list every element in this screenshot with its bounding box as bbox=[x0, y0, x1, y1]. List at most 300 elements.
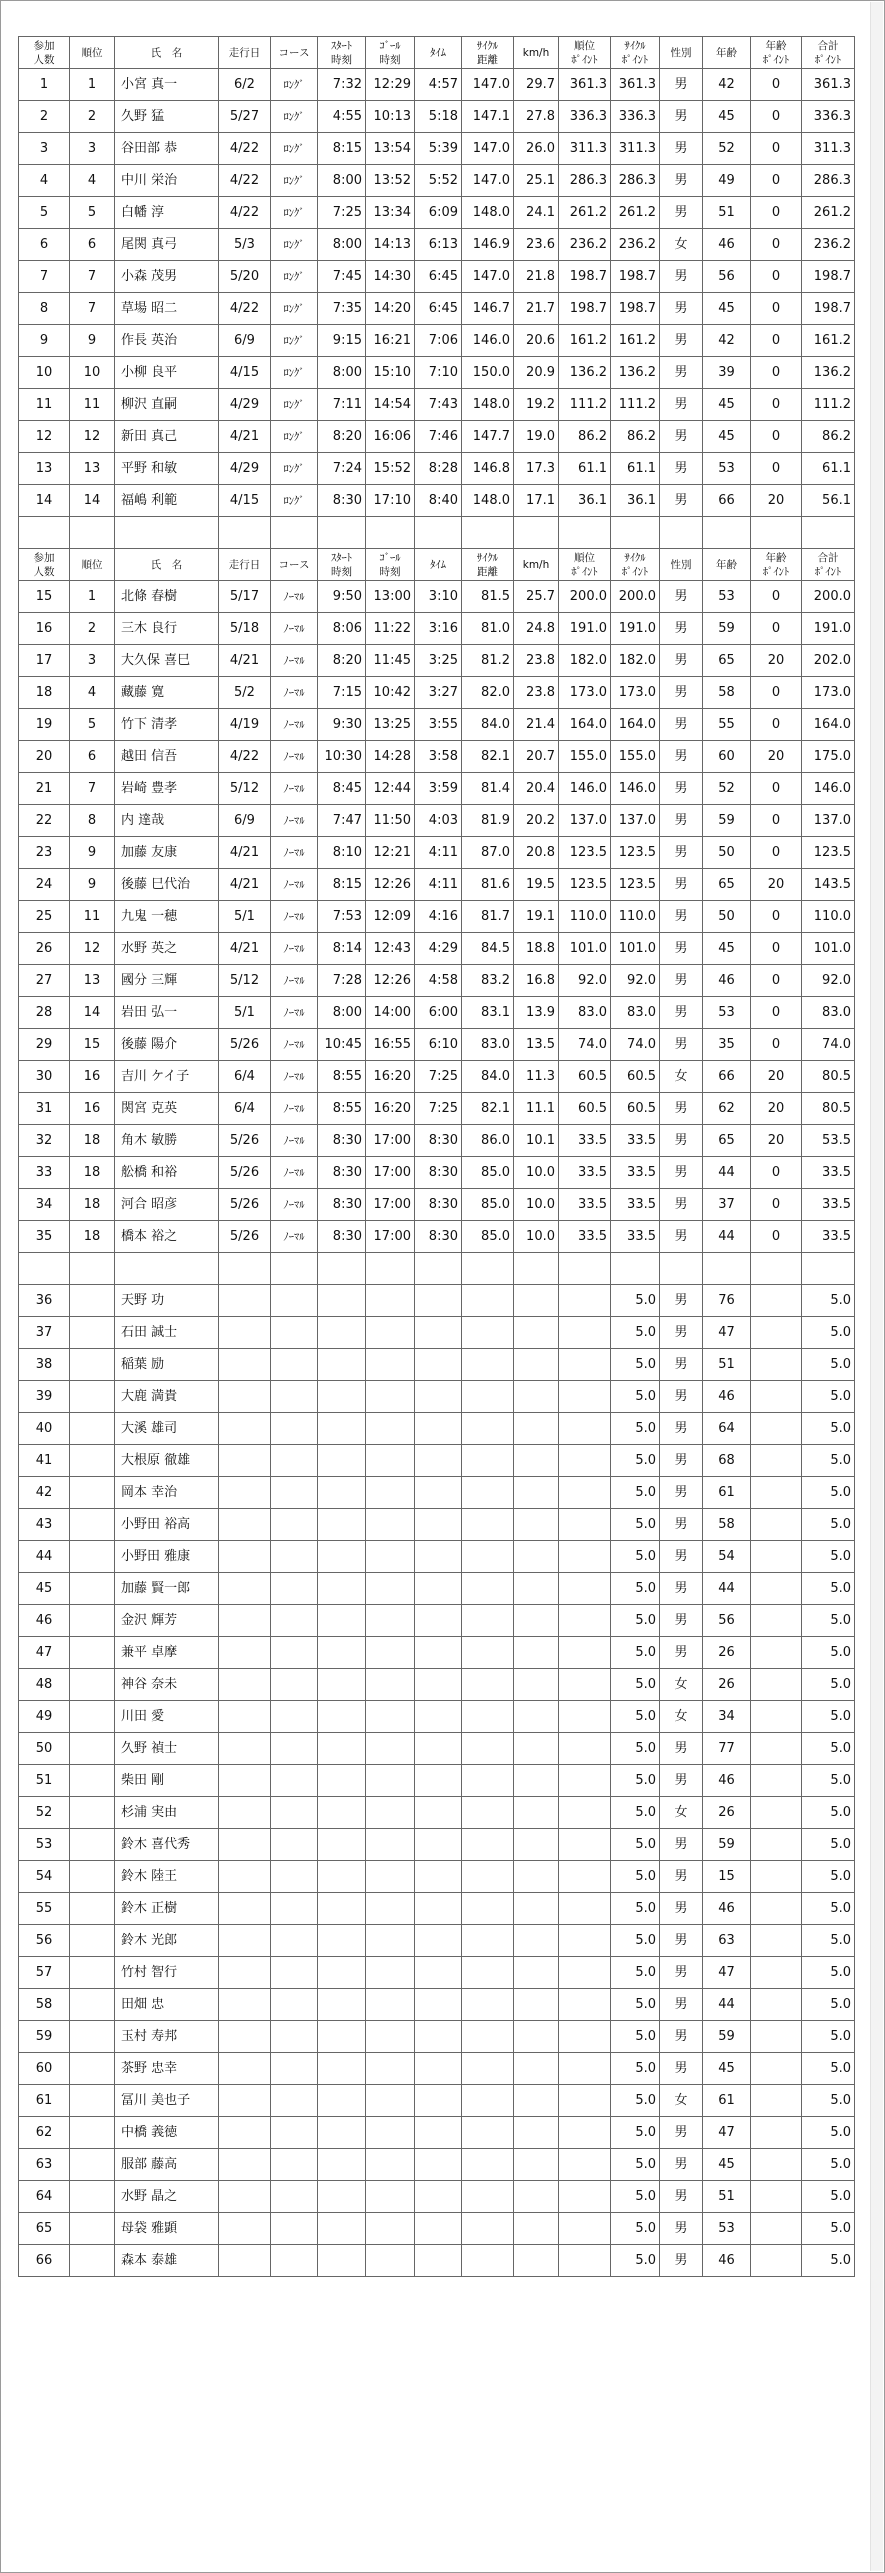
table-cell: 16:20 bbox=[366, 1061, 415, 1093]
column-header: 年齢 ﾎﾟｲﾝﾄ bbox=[751, 549, 802, 581]
table-cell: 4/22 bbox=[219, 133, 271, 165]
table-cell: 27.8 bbox=[514, 101, 559, 133]
table-cell: 5.0 bbox=[802, 1733, 855, 1765]
table-row bbox=[19, 1989, 855, 2021]
table-cell: 5.0 bbox=[611, 1925, 660, 1957]
table-cell: 286.3 bbox=[611, 165, 660, 197]
table-cell: 20 bbox=[751, 869, 802, 901]
table-cell: 3:27 bbox=[415, 677, 462, 709]
table-cell: 56 bbox=[19, 1925, 70, 1957]
table-cell: 9 bbox=[70, 869, 115, 901]
table-cell: 33.5 bbox=[611, 1157, 660, 1189]
table-cell: 天野 功 bbox=[115, 1285, 219, 1317]
table-cell: ﾛﾝｸﾞ bbox=[271, 133, 318, 165]
table-cell: 51 bbox=[703, 2181, 751, 2213]
table-row bbox=[19, 1797, 855, 1829]
table-cell: 3:59 bbox=[415, 773, 462, 805]
table-cell: 45 bbox=[703, 933, 751, 965]
table-cell: 20 bbox=[19, 741, 70, 773]
table-cell: 34 bbox=[703, 1701, 751, 1733]
column-header: ｺﾞｰﾙ 時刻 bbox=[366, 549, 415, 581]
table-cell: 146.9 bbox=[462, 229, 514, 261]
table-cell: 男 bbox=[660, 485, 703, 517]
table-cell: 101.0 bbox=[802, 933, 855, 965]
table-cell: 10:30 bbox=[318, 741, 366, 773]
table-cell: 杉浦 実由 bbox=[115, 1797, 219, 1829]
table-cell: 14:30 bbox=[366, 261, 415, 293]
table-cell: 5/26 bbox=[219, 1157, 271, 1189]
table-cell: 5.0 bbox=[611, 2021, 660, 2053]
table-cell: 81.5 bbox=[462, 581, 514, 613]
table-cell: 24 bbox=[19, 869, 70, 901]
table-cell: 34 bbox=[19, 1189, 70, 1221]
table-cell: 13:25 bbox=[366, 709, 415, 741]
table-cell: ﾛﾝｸﾞ bbox=[271, 453, 318, 485]
table-cell: 男 bbox=[660, 645, 703, 677]
table-row bbox=[19, 261, 855, 293]
table-row bbox=[19, 133, 855, 165]
table-cell: 5/2 bbox=[219, 677, 271, 709]
table-cell: 30 bbox=[19, 1061, 70, 1093]
table-row bbox=[19, 1925, 855, 1957]
table-cell: 4 bbox=[70, 677, 115, 709]
table-cell: 5 bbox=[19, 197, 70, 229]
table-cell: 236.2 bbox=[802, 229, 855, 261]
table-cell: 関宮 克英 bbox=[115, 1093, 219, 1125]
table-cell: 吉川 ケイ子 bbox=[115, 1061, 219, 1093]
table-cell: 0 bbox=[751, 837, 802, 869]
table-cell: 155.0 bbox=[611, 741, 660, 773]
table-cell: 7:24 bbox=[318, 453, 366, 485]
header-row bbox=[19, 37, 855, 69]
table-cell: ﾉｰﾏﾙ bbox=[271, 645, 318, 677]
table-cell: 8:30 bbox=[415, 1189, 462, 1221]
table-cell: 53.5 bbox=[802, 1125, 855, 1157]
table-cell: 15:52 bbox=[366, 453, 415, 485]
column-header: 氏 名 bbox=[115, 549, 219, 581]
table-cell: 11 bbox=[19, 389, 70, 421]
table-cell: 男 bbox=[660, 709, 703, 741]
table-cell: 25.7 bbox=[514, 581, 559, 613]
table-cell: 5.0 bbox=[802, 1509, 855, 1541]
table-cell: 23.6 bbox=[514, 229, 559, 261]
table-cell: 147.0 bbox=[462, 261, 514, 293]
table-cell: 兼平 卓摩 bbox=[115, 1637, 219, 1669]
table-cell: 46 bbox=[703, 1381, 751, 1413]
table-cell: 59 bbox=[19, 2021, 70, 2053]
table-cell: 136.2 bbox=[611, 357, 660, 389]
table-cell: ﾉｰﾏﾙ bbox=[271, 1125, 318, 1157]
table-cell: 143.5 bbox=[802, 869, 855, 901]
column-header: ｻｲｸﾙ ﾎﾟｲﾝﾄ bbox=[611, 37, 660, 69]
column-header: km/h bbox=[514, 37, 559, 69]
table-cell: 33.5 bbox=[802, 1189, 855, 1221]
table-cell: 3:55 bbox=[415, 709, 462, 741]
table-cell: 0 bbox=[751, 773, 802, 805]
table-cell: 8:00 bbox=[318, 357, 366, 389]
table-cell: 男 bbox=[660, 1349, 703, 1381]
table-cell: 5 bbox=[70, 709, 115, 741]
table-cell: ﾉｰﾏﾙ bbox=[271, 1029, 318, 1061]
table-cell: 5/17 bbox=[219, 581, 271, 613]
table-cell: 5.0 bbox=[802, 1541, 855, 1573]
table-cell: 60.5 bbox=[559, 1061, 611, 1093]
table-cell: 11 bbox=[70, 901, 115, 933]
table-cell: 66 bbox=[19, 2245, 70, 2277]
table-cell: 6/4 bbox=[219, 1061, 271, 1093]
table-cell: 36.1 bbox=[611, 485, 660, 517]
table-cell: 236.2 bbox=[611, 229, 660, 261]
table-cell: 男 bbox=[660, 1573, 703, 1605]
table-cell: 123.5 bbox=[559, 869, 611, 901]
table-row bbox=[19, 645, 855, 677]
table-cell: 110.0 bbox=[802, 901, 855, 933]
table-cell: 46 bbox=[19, 1605, 70, 1637]
table-cell: 5.0 bbox=[611, 1477, 660, 1509]
table-row bbox=[19, 485, 855, 517]
table-row bbox=[19, 1861, 855, 1893]
table-cell: 65 bbox=[703, 869, 751, 901]
column-header: 性別 bbox=[660, 549, 703, 581]
table-cell: 12:21 bbox=[366, 837, 415, 869]
table-cell: 45 bbox=[703, 2149, 751, 2181]
table-cell: 17.3 bbox=[514, 453, 559, 485]
table-cell: 10:45 bbox=[318, 1029, 366, 1061]
table-cell: 55 bbox=[19, 1893, 70, 1925]
table-cell: 361.3 bbox=[559, 69, 611, 101]
table-cell: 5:39 bbox=[415, 133, 462, 165]
column-header: 年齢 ﾎﾟｲﾝﾄ bbox=[751, 37, 802, 69]
table-cell: 61 bbox=[703, 2085, 751, 2117]
table-cell: 10 bbox=[19, 357, 70, 389]
table-cell: 24.8 bbox=[514, 613, 559, 645]
table-cell: 20 bbox=[751, 645, 802, 677]
table-cell: 8:00 bbox=[318, 229, 366, 261]
table-cell: 8 bbox=[70, 805, 115, 837]
table-cell: 1 bbox=[70, 69, 115, 101]
table-row bbox=[19, 613, 855, 645]
table-cell: 河合 昭彦 bbox=[115, 1189, 219, 1221]
table-cell: 84.0 bbox=[462, 1061, 514, 1093]
table-cell: 24.1 bbox=[514, 197, 559, 229]
table-cell: 0 bbox=[751, 357, 802, 389]
table-cell: 1 bbox=[19, 69, 70, 101]
table-cell: 35 bbox=[703, 1029, 751, 1061]
table-cell: 26 bbox=[19, 933, 70, 965]
table-cell: 7:11 bbox=[318, 389, 366, 421]
column-header: 走行日 bbox=[219, 549, 271, 581]
table-row bbox=[19, 1605, 855, 1637]
table-cell: 44 bbox=[19, 1541, 70, 1573]
table-cell: 33.5 bbox=[559, 1125, 611, 1157]
table-cell: 4/21 bbox=[219, 933, 271, 965]
column-header: コース bbox=[271, 549, 318, 581]
table-cell: ﾉｰﾏﾙ bbox=[271, 1189, 318, 1221]
table-cell: 85.0 bbox=[462, 1221, 514, 1253]
table-cell: 5.0 bbox=[611, 1733, 660, 1765]
table-cell: 森本 泰雄 bbox=[115, 2245, 219, 2277]
table-cell: 14 bbox=[70, 997, 115, 1029]
table-cell: 男 bbox=[660, 933, 703, 965]
table-cell: 4/22 bbox=[219, 197, 271, 229]
vertical-scrollbar[interactable] bbox=[870, 2, 883, 2571]
table-cell: 7:32 bbox=[318, 69, 366, 101]
table-cell: 83.2 bbox=[462, 965, 514, 997]
table-cell: 8:30 bbox=[415, 1125, 462, 1157]
table-cell: 45 bbox=[703, 421, 751, 453]
table-cell: 53 bbox=[703, 2213, 751, 2245]
table-cell: 5.0 bbox=[611, 2213, 660, 2245]
table-cell: 17:00 bbox=[366, 1221, 415, 1253]
table-cell: 26.0 bbox=[514, 133, 559, 165]
table-cell: 16 bbox=[19, 613, 70, 645]
table-cell: 111.2 bbox=[802, 389, 855, 421]
table-cell: 8:30 bbox=[318, 485, 366, 517]
table-cell: 4:58 bbox=[415, 965, 462, 997]
table-cell: 14:20 bbox=[366, 293, 415, 325]
table-cell: 86.2 bbox=[611, 421, 660, 453]
table-cell: 女 bbox=[660, 1797, 703, 1829]
table-cell: 202.0 bbox=[802, 645, 855, 677]
table-cell: 18 bbox=[70, 1189, 115, 1221]
table-cell: 46 bbox=[703, 965, 751, 997]
table-row bbox=[19, 709, 855, 741]
table-cell: 4/22 bbox=[219, 293, 271, 325]
table-cell: 28 bbox=[19, 997, 70, 1029]
table-cell: 13 bbox=[70, 453, 115, 485]
table-cell: 33.5 bbox=[559, 1189, 611, 1221]
column-header: ｻｲｸﾙ 距離 bbox=[462, 549, 514, 581]
table-cell: 5/12 bbox=[219, 773, 271, 805]
table-cell: 60.5 bbox=[611, 1061, 660, 1093]
table-row bbox=[19, 229, 855, 261]
table-cell: 男 bbox=[660, 741, 703, 773]
table-cell: 男 bbox=[660, 2117, 703, 2149]
table-cell: 男 bbox=[660, 1605, 703, 1637]
table-cell: 5.0 bbox=[611, 2053, 660, 2085]
table-cell: 83.0 bbox=[559, 997, 611, 1029]
table-row bbox=[19, 1637, 855, 1669]
table-cell: 137.0 bbox=[559, 805, 611, 837]
table-cell: 101.0 bbox=[611, 933, 660, 965]
table-cell: 10:42 bbox=[366, 677, 415, 709]
table-cell: 35 bbox=[19, 1221, 70, 1253]
table-cell: 16 bbox=[70, 1061, 115, 1093]
table-cell: 8:00 bbox=[318, 997, 366, 1029]
table-cell: 361.3 bbox=[802, 69, 855, 101]
table-cell: 42 bbox=[703, 325, 751, 357]
table-cell: 0 bbox=[751, 933, 802, 965]
table-cell: ﾛﾝｸﾞ bbox=[271, 389, 318, 421]
table-cell: 51 bbox=[703, 1349, 751, 1381]
table-cell: 286.3 bbox=[559, 165, 611, 197]
table-row bbox=[19, 805, 855, 837]
table-row bbox=[19, 2213, 855, 2245]
table-row bbox=[19, 1349, 855, 1381]
table-cell: 8:55 bbox=[318, 1093, 366, 1125]
table-cell: 92.0 bbox=[802, 965, 855, 997]
table-cell: 5.0 bbox=[802, 1669, 855, 1701]
table-cell: 8 bbox=[19, 293, 70, 325]
table-cell: 17:00 bbox=[366, 1189, 415, 1221]
table-cell: 5.0 bbox=[611, 2181, 660, 2213]
table-cell: 200.0 bbox=[611, 581, 660, 613]
table-cell: 123.5 bbox=[559, 837, 611, 869]
table-cell: 後藤 巳代治 bbox=[115, 869, 219, 901]
table-cell: 76 bbox=[703, 1285, 751, 1317]
table-cell: 65 bbox=[19, 2213, 70, 2245]
table-cell: 14:00 bbox=[366, 997, 415, 1029]
table-row bbox=[19, 453, 855, 485]
table-row bbox=[19, 1093, 855, 1125]
table-cell: 3:16 bbox=[415, 613, 462, 645]
table-cell: 久野 禎士 bbox=[115, 1733, 219, 1765]
table-cell: 女 bbox=[660, 1701, 703, 1733]
table-cell: 5:52 bbox=[415, 165, 462, 197]
table-cell: 50 bbox=[703, 837, 751, 869]
table-cell: 86.2 bbox=[559, 421, 611, 453]
table-cell: 7:35 bbox=[318, 293, 366, 325]
table-cell: 男 bbox=[660, 773, 703, 805]
table-cell: 8:45 bbox=[318, 773, 366, 805]
table-row bbox=[19, 325, 855, 357]
table-cell: 小野田 雅康 bbox=[115, 1541, 219, 1573]
table-cell: 5.0 bbox=[802, 1765, 855, 1797]
table-cell: 83.0 bbox=[611, 997, 660, 1029]
table-cell: 5.0 bbox=[802, 1477, 855, 1509]
table-cell: 13:00 bbox=[366, 581, 415, 613]
table-cell: 草場 昭二 bbox=[115, 293, 219, 325]
table-cell: 13.9 bbox=[514, 997, 559, 1029]
table-cell: 神谷 奈未 bbox=[115, 1669, 219, 1701]
table-row bbox=[19, 1509, 855, 1541]
table-cell: ﾉｰﾏﾙ bbox=[271, 709, 318, 741]
table-cell: 59 bbox=[703, 613, 751, 645]
table-cell: 14 bbox=[19, 485, 70, 517]
table-cell: 中橋 義徳 bbox=[115, 2117, 219, 2149]
table-cell: 5/27 bbox=[219, 101, 271, 133]
table-cell: 92.0 bbox=[559, 965, 611, 997]
table-cell: 84.5 bbox=[462, 933, 514, 965]
table-cell: 8:30 bbox=[415, 1221, 462, 1253]
table-cell: 柳沢 直嗣 bbox=[115, 389, 219, 421]
table-cell: 136.2 bbox=[802, 357, 855, 389]
table-cell: 33.5 bbox=[802, 1157, 855, 1189]
table-cell: 6:09 bbox=[415, 197, 462, 229]
table-cell: 53 bbox=[703, 997, 751, 1029]
table-cell: 191.0 bbox=[559, 613, 611, 645]
table-cell: 5.0 bbox=[802, 1797, 855, 1829]
header-row bbox=[19, 549, 855, 581]
table-cell: 7 bbox=[70, 773, 115, 805]
table-cell: 田畑 忠 bbox=[115, 1989, 219, 2021]
table-cell: 福嶋 利範 bbox=[115, 485, 219, 517]
table-cell: 58 bbox=[19, 1989, 70, 2021]
table-cell: 161.2 bbox=[611, 325, 660, 357]
column-header: ｽﾀｰﾄ 時刻 bbox=[318, 549, 366, 581]
table-row bbox=[19, 357, 855, 389]
table-cell: 80.5 bbox=[802, 1061, 855, 1093]
table-cell: 261.2 bbox=[802, 197, 855, 229]
results-table bbox=[18, 36, 855, 2277]
table-cell: 17:00 bbox=[366, 1125, 415, 1157]
table-cell: 16:21 bbox=[366, 325, 415, 357]
table-row bbox=[19, 581, 855, 613]
table-cell: 11:45 bbox=[366, 645, 415, 677]
table-cell: 0 bbox=[751, 261, 802, 293]
table-cell: 53 bbox=[703, 581, 751, 613]
table-cell: 男 bbox=[660, 869, 703, 901]
table-cell: 0 bbox=[751, 229, 802, 261]
table-cell: 5/26 bbox=[219, 1125, 271, 1157]
table-cell: 54 bbox=[703, 1541, 751, 1573]
table-cell: 7:10 bbox=[415, 357, 462, 389]
table-cell: 0 bbox=[751, 965, 802, 997]
column-header: 氏 名 bbox=[115, 37, 219, 69]
table-cell: 3 bbox=[19, 133, 70, 165]
table-cell: 5.0 bbox=[611, 1445, 660, 1477]
table-cell: 61.1 bbox=[802, 453, 855, 485]
table-cell: 146.7 bbox=[462, 293, 514, 325]
table-cell: 男 bbox=[660, 837, 703, 869]
table-cell: 5.0 bbox=[611, 1381, 660, 1413]
table-cell: 水野 晶之 bbox=[115, 2181, 219, 2213]
table-cell: 42 bbox=[703, 69, 751, 101]
table-cell: 5.0 bbox=[802, 2181, 855, 2213]
table-cell: 39 bbox=[703, 357, 751, 389]
table-cell: 47 bbox=[19, 1637, 70, 1669]
table-row bbox=[19, 1125, 855, 1157]
table-cell: 5/26 bbox=[219, 1221, 271, 1253]
table-cell: ﾛﾝｸﾞ bbox=[271, 293, 318, 325]
table-row bbox=[19, 1701, 855, 1733]
table-row bbox=[19, 1413, 855, 1445]
table-cell: 83.0 bbox=[802, 997, 855, 1029]
table-cell: 22 bbox=[19, 805, 70, 837]
table-cell: 小野田 裕高 bbox=[115, 1509, 219, 1541]
table-cell: 5.0 bbox=[802, 1605, 855, 1637]
table-cell: 111.2 bbox=[559, 389, 611, 421]
table-cell: 男 bbox=[660, 1413, 703, 1445]
table-cell: 竹下 清孝 bbox=[115, 709, 219, 741]
table-cell: 19.2 bbox=[514, 389, 559, 421]
table-cell: 47 bbox=[703, 1317, 751, 1349]
table-cell: 鈴木 陸王 bbox=[115, 1861, 219, 1893]
table-cell: 4:57 bbox=[415, 69, 462, 101]
table-cell: ﾛﾝｸﾞ bbox=[271, 229, 318, 261]
table-cell: 大鹿 満貴 bbox=[115, 1381, 219, 1413]
table-cell: 236.2 bbox=[559, 229, 611, 261]
table-cell: 7:46 bbox=[415, 421, 462, 453]
table-cell: 44 bbox=[703, 1989, 751, 2021]
table-cell: 3 bbox=[70, 645, 115, 677]
table-row bbox=[19, 2181, 855, 2213]
table-cell: 男 bbox=[660, 2245, 703, 2277]
table-cell: 谷田部 恭 bbox=[115, 133, 219, 165]
table-cell: 5.0 bbox=[802, 1573, 855, 1605]
table-cell: 146.8 bbox=[462, 453, 514, 485]
table-cell: ﾉｰﾏﾙ bbox=[271, 1061, 318, 1093]
table-cell: 0 bbox=[751, 453, 802, 485]
table-cell: 男 bbox=[660, 1445, 703, 1477]
table-cell: 加藤 賢一郎 bbox=[115, 1573, 219, 1605]
table-cell: 玉村 寿邦 bbox=[115, 2021, 219, 2053]
table-row bbox=[19, 421, 855, 453]
table-cell: 男 bbox=[660, 1925, 703, 1957]
table-row bbox=[19, 2149, 855, 2181]
table-row bbox=[19, 837, 855, 869]
spacer-row bbox=[19, 517, 855, 549]
